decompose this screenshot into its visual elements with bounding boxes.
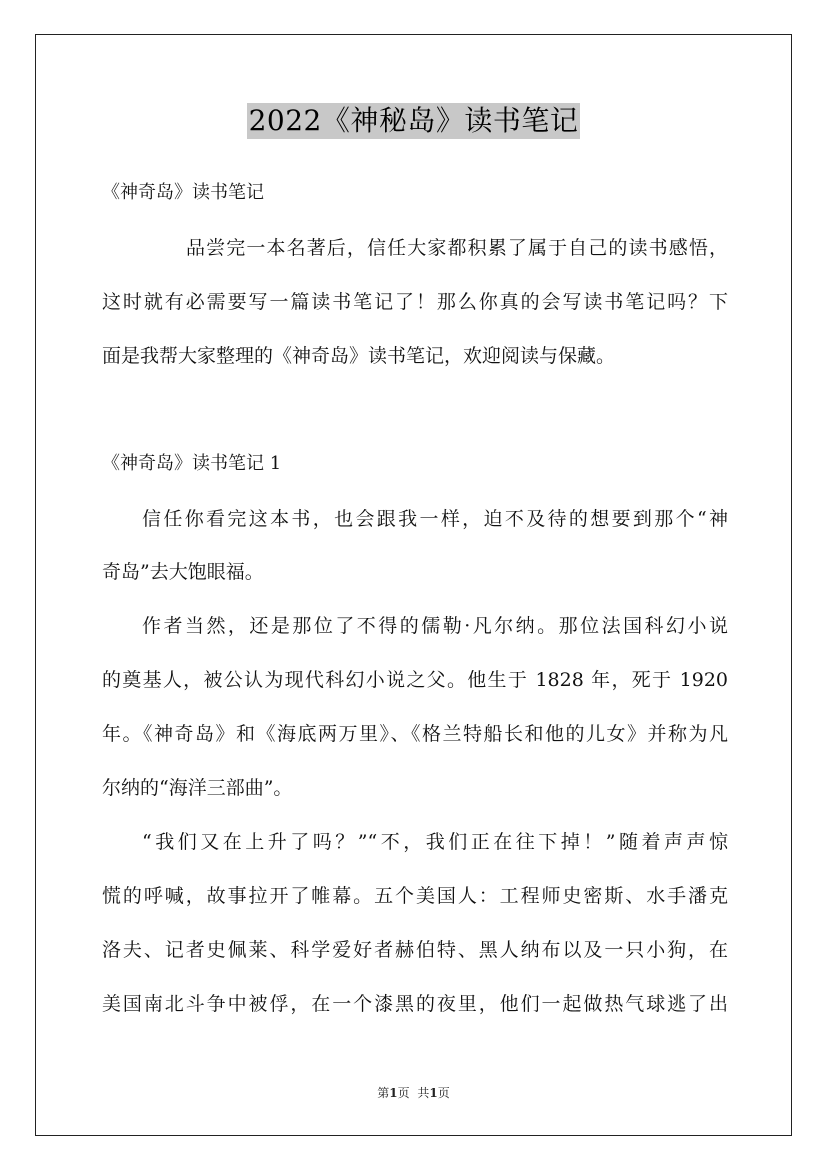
- para3-line-2: 慌的呼喊，故事拉开了帷幕。五个美国人：工程师史密斯、水手潘克: [102, 885, 728, 907]
- para3-line-4: 美国南北斗争中被俘，在一个漆黑的夜里，他们一起做热气球逃了出: [102, 993, 728, 1015]
- para2-line-1: 作者当然，还是那位了不得的儒勒·凡尔纳。那位法国科幻小说: [142, 615, 728, 637]
- para1-line-2: 奇岛”去大饱眼福。: [102, 561, 264, 583]
- intro-line-1: 品尝完一本名著后，信任大家都积累了属于自己的读书感悟，: [186, 237, 728, 259]
- footer-total-suffix: 页: [437, 1086, 450, 1100]
- intro-line-3: 面是我帮大家整理的《神奇岛》读书笔记，欢迎阅读与保藏。: [102, 345, 616, 367]
- para2-line-4: 尔纳的“海洋三部曲”。: [102, 777, 293, 799]
- para2-line-2: 的奠基人，被公认为现代科幻小说之父。他生于 1828 年，死于 1920: [102, 669, 728, 691]
- document-subtitle: 《神奇岛》读书笔记: [102, 182, 264, 203]
- para3-line-3: 洛夫、记者史佩莱、科学爱好者赫伯特、黑人纳布以及一只小狗，在: [102, 939, 728, 961]
- para3-line-1: “我们又在上升了吗？”“不，我们正在往下掉！”随着声声惊: [142, 831, 728, 853]
- footer-total-pages: 1: [429, 1086, 438, 1100]
- footer-total-prefix: 共: [417, 1086, 430, 1100]
- para2-line-3: 年。《神奇岛》和《海底两万里》、《格兰特船长和他的儿女》并称为凡: [102, 723, 728, 745]
- footer-page-number: 1: [389, 1086, 398, 1100]
- para1-line-1: 信任你看完这本书，也会跟我一样，迫不及待的想要到那个“神: [142, 508, 728, 530]
- footer-page-prefix: 第: [377, 1086, 390, 1100]
- page-footer: [0, 1085, 827, 1101]
- footer-page-suffix: 页: [397, 1086, 410, 1100]
- section-heading: 《神奇岛》读书笔记 1: [102, 453, 282, 474]
- title-wrapper: [0, 103, 827, 139]
- intro-line-2: 这时就有必需要写一篇读书笔记了！那么你真的会写读书笔记吗？下: [102, 291, 728, 313]
- document-title: 2022《神秘岛》读书笔记: [248, 104, 579, 137]
